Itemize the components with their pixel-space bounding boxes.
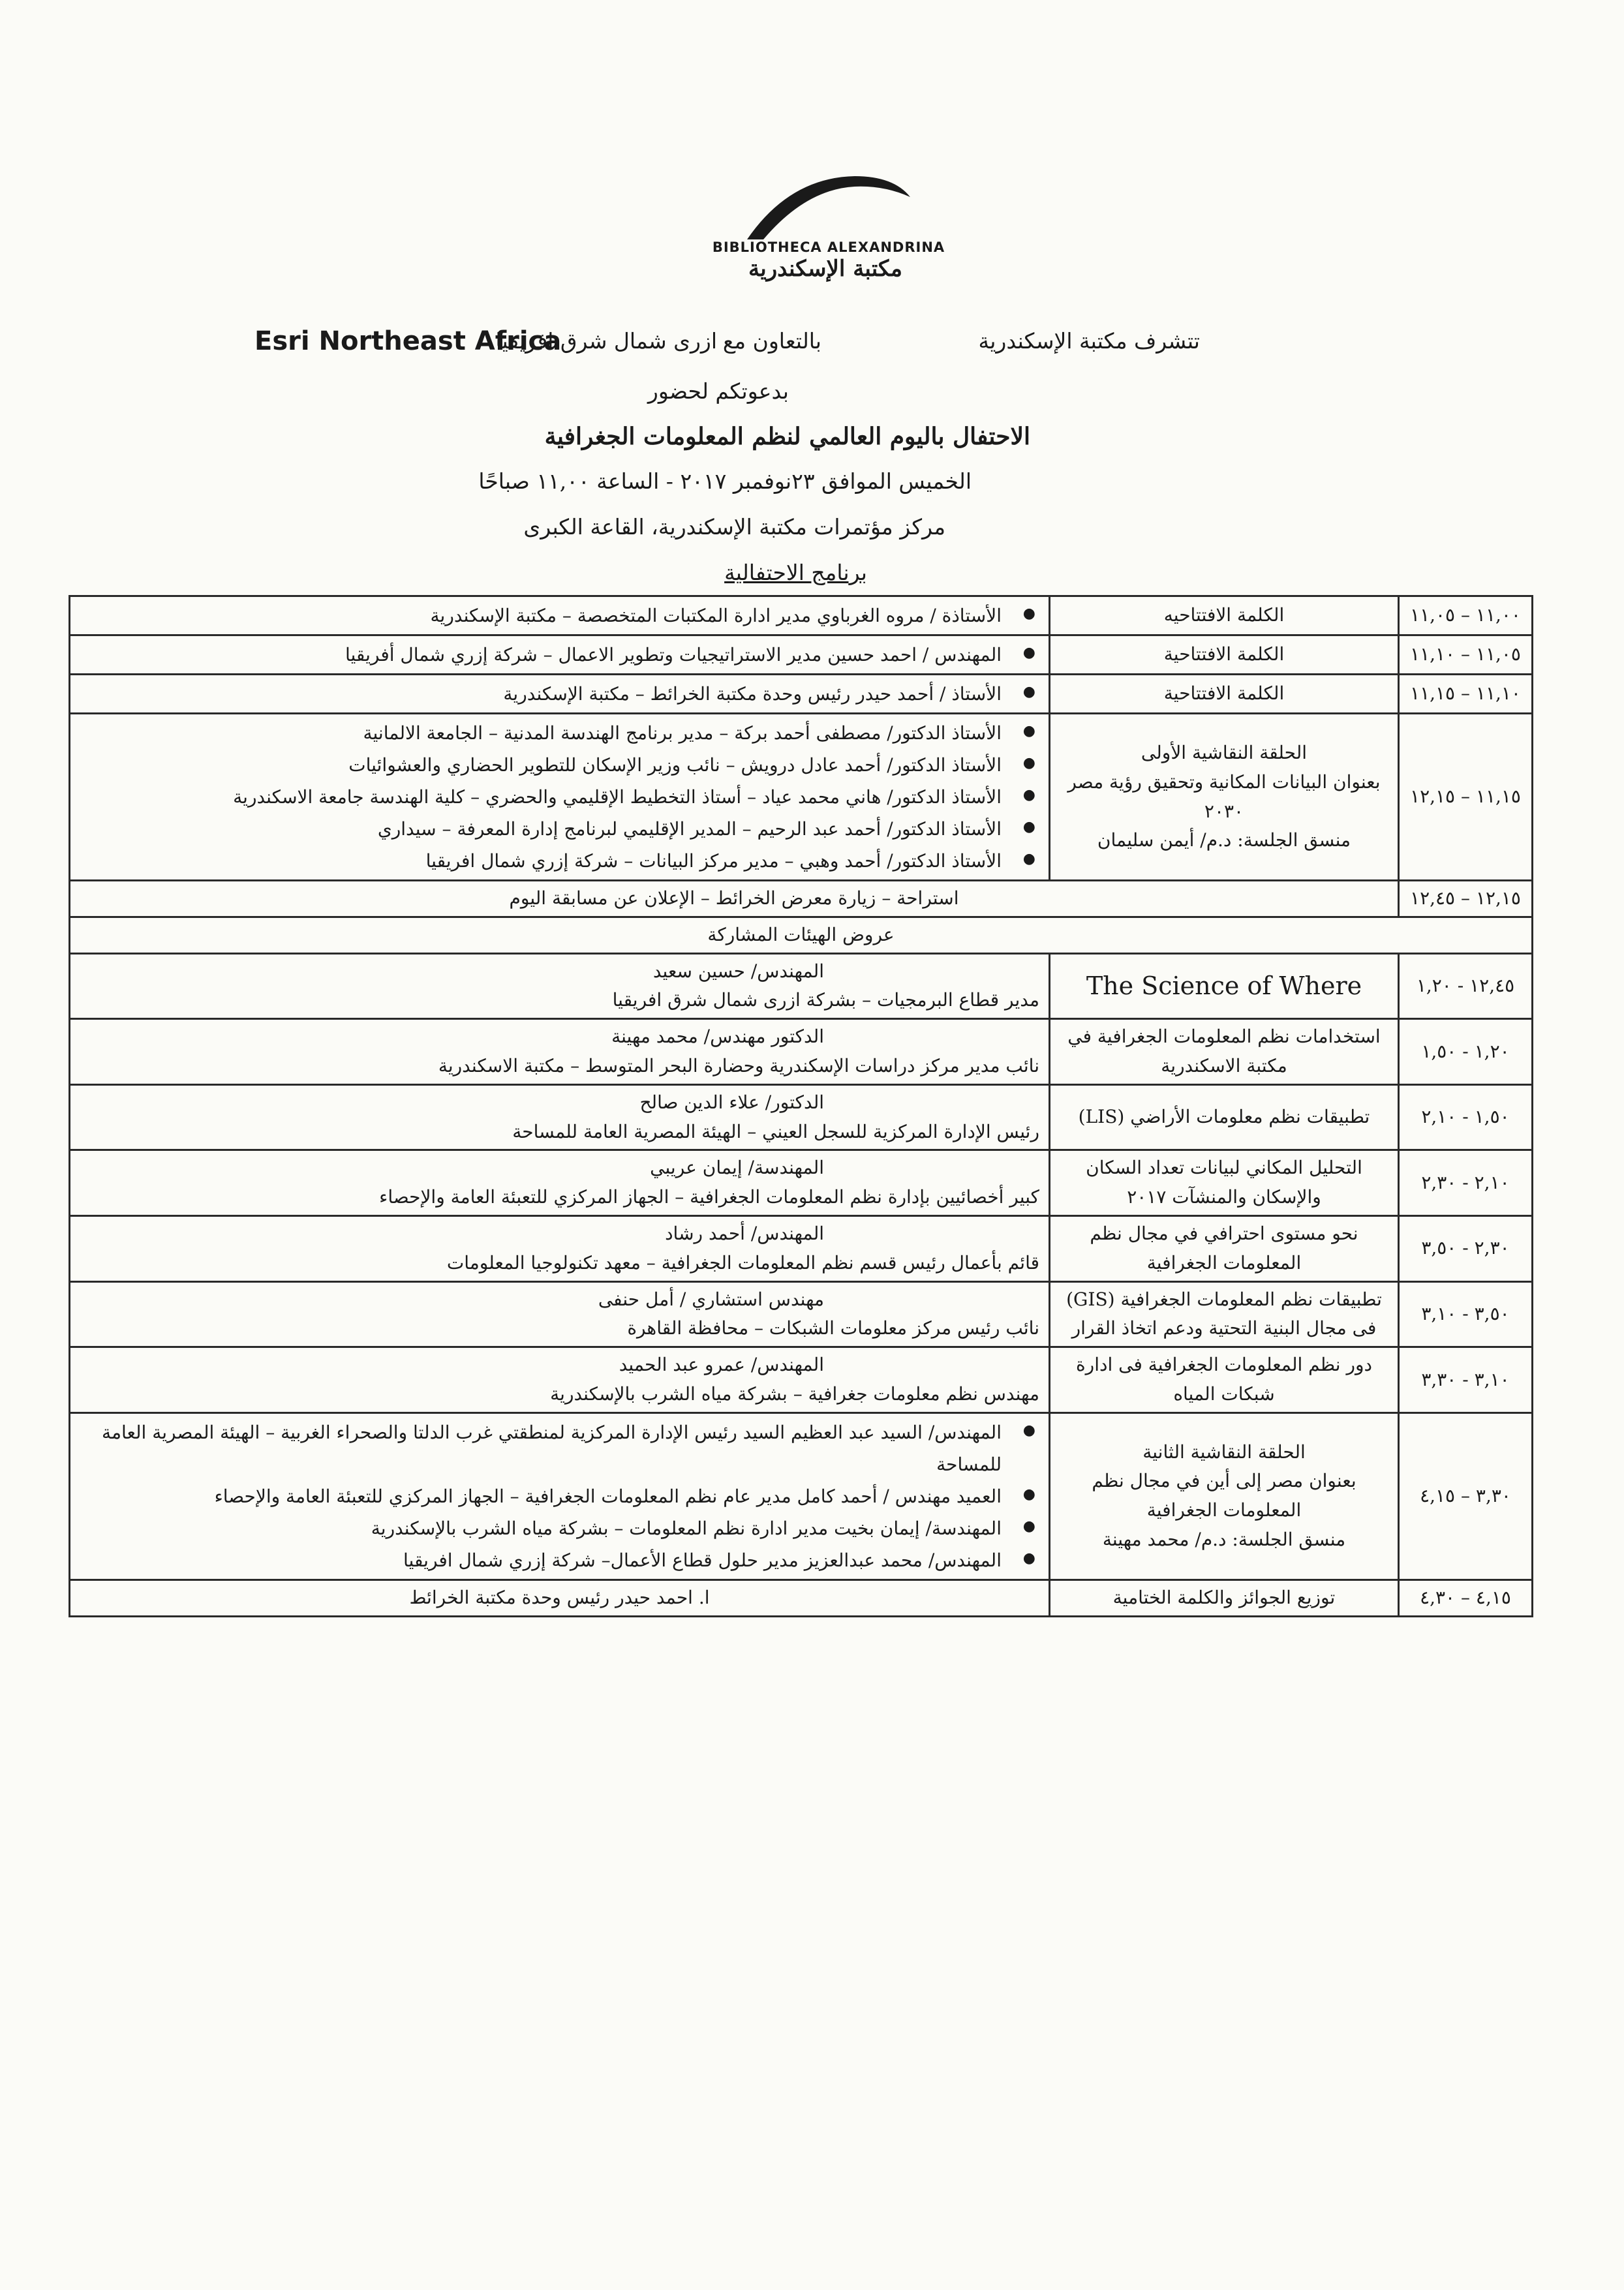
- program-row: [70, 917, 1533, 953]
- arc-logo-icon: [744, 171, 913, 243]
- invitation-with: بالتعاون مع: [722, 328, 821, 354]
- invitation-title: الاحتفال باليوم العالمي لنظم المعلومات الجغرافية: [544, 423, 1030, 450]
- time-slot: ١,٥٠ - ٢,١٠: [1399, 1084, 1533, 1150]
- speaker-name: المهندسة/ إيمان عريبي: [650, 1157, 824, 1179]
- program-row: [70, 675, 1533, 714]
- session-line: نحو مستوى احترافي في مجال نظم: [1090, 1222, 1358, 1244]
- program-table: [69, 595, 1533, 1617]
- invitation-partner-en: Esri Northeast Africa: [254, 326, 562, 356]
- time-slot: ١٢,٤٥ - ١,٢٠: [1399, 953, 1533, 1019]
- speaker-role: قائم بأعمال رئيس قسم نظم المعلومات الجغرافية – معهد تكنولوجيا المعلومات: [446, 1251, 1039, 1274]
- speaker-role: مدير قطاع البرمجيات – بشركة ازرى شمال شرق افريقيا: [612, 989, 1039, 1011]
- program-row: [70, 1215, 1533, 1281]
- program-row: [70, 635, 1533, 675]
- time-slot: ٤,١٥ – ٤,٣٠: [1399, 1580, 1533, 1616]
- session-speakers: [70, 1347, 1050, 1413]
- speaker-item: ● المهندسة/ إيمان بخيت مدير ادارة نظم المعلومات – بشركة مياه الشرب بالإسكندرية: [80, 1512, 1002, 1544]
- session-title: [1050, 1412, 1399, 1580]
- speaker-item: ● الأستاذ الدكتور/ مصطفى أحمد بركة – مدير برنامج الهندسة المدنية – الجامعة الالمانية: [80, 717, 1002, 749]
- bibliotheca-logo: [646, 171, 1011, 288]
- speaker-role: مهندس نظم معلومات جغرافية – بشركة مياه الشرب بالإسكندرية: [550, 1382, 1039, 1405]
- session-speakers: [70, 953, 1050, 1019]
- session-title-en: The Science of Where: [1086, 971, 1362, 1000]
- program-row: [70, 1150, 1533, 1216]
- time-slot: ١٢,١٥ – ١٢,٤٥: [1399, 881, 1533, 917]
- speaker-list: [80, 678, 1039, 710]
- session-line: المعلومات الجغرافية: [1146, 1251, 1302, 1274]
- session-line: شبكات المياه: [1173, 1382, 1275, 1405]
- program-row: [70, 1084, 1533, 1150]
- time-slot: ١١,٠٥ – ١١,١٠: [1399, 635, 1533, 675]
- time-slot: ٣,٣٠ – ٤,١٥: [1399, 1412, 1533, 1580]
- program-row: [70, 881, 1533, 917]
- invitation-invite: بدعوتكم لحضور: [647, 378, 789, 404]
- program-row: [70, 1281, 1533, 1347]
- session-line: الكلمة الافتتاحية: [1163, 643, 1285, 665]
- speaker-name: المهندس/ عمرو عبد الحميد: [619, 1354, 824, 1376]
- session-title: [1050, 1084, 1399, 1150]
- session-title: [1050, 1347, 1399, 1413]
- session-title: [1050, 1580, 1399, 1616]
- break-note: استراحة – زيارة معرض الخرائط – الإعلان عن مسابقة اليوم: [70, 881, 1399, 917]
- session-speakers: [70, 1412, 1050, 1580]
- speaker-item: ● الأستاذة / مروه الغرباوي مدير ادارة المكتبات المتخصصة – مكتبة الإسكندرية: [80, 600, 1002, 632]
- session-line: الحلقة النقاشية الثانية: [1142, 1441, 1306, 1463]
- session-line: الكلمة الافتتاحية: [1163, 682, 1285, 705]
- session-line: الحلقة النقاشية الأولى: [1141, 741, 1308, 763]
- program-row: [70, 596, 1533, 635]
- speaker-item: ● الأستاذ الدكتور/ أحمد عادل درويش – نائب وزير الإسكان للتطوير الحضاري والعشوائيات: [80, 749, 1002, 781]
- session-line: بعنوان مصر إلى أين في مجال نظم: [1092, 1470, 1356, 1492]
- session-line: بعنوان البيانات المكانية وتحقيق رؤية مصر: [1067, 771, 1381, 793]
- speaker-item: ● المهندس/ محمد عبدالعزيز مدير حلول قطاع الأعمال– شركة إزري شمال افريقيا: [80, 1544, 1002, 1576]
- session-line: منسق الجلسة: د.م/ محمد مهينة: [1102, 1529, 1346, 1551]
- session-speakers: [70, 1281, 1050, 1347]
- session-line: المعلومات الجغرافية: [1146, 1499, 1302, 1521]
- session-title: [1050, 714, 1399, 881]
- session-title: [1050, 953, 1399, 1019]
- session-line: ٢٠٣٠: [1204, 800, 1244, 822]
- session-speakers: [70, 1019, 1050, 1085]
- session-title: [1050, 1215, 1399, 1281]
- time-slot: ٢,١٠ - ٢,٣٠: [1399, 1150, 1533, 1216]
- section-header: عروض الهيئات المشاركة: [70, 917, 1533, 953]
- speaker-item: ● العميد مهندس / أحمد كامل مدير عام نظم المعلومات الجغرافية – الجهاز المركزي للتعبئة العامة والإحصاء: [80, 1480, 1002, 1512]
- logo-name-ar: مكتبة الإسكندرية: [748, 256, 902, 282]
- session-line: مكتبة الاسكندرية: [1161, 1054, 1287, 1076]
- session-title: [1050, 1281, 1399, 1347]
- session-title: [1050, 1150, 1399, 1216]
- program-row: [70, 714, 1533, 881]
- program-row: [70, 1347, 1533, 1413]
- session-speakers: [70, 635, 1050, 675]
- session-speakers: [70, 1215, 1050, 1281]
- session-line: دور نظم المعلومات الجغرافية فى ادارة: [1076, 1354, 1372, 1376]
- program-title: برنامج الاحتفالية: [724, 560, 867, 585]
- speaker-role: رئيس الإدارة المركزية للسجل العيني – الهيئة المصرية العامة للمساحة: [512, 1120, 1039, 1142]
- speaker-item: ● المهندس/ السيد عبد العظيم السيد رئيس الإدارة المركزية لمنطقتي غرب الدلتا والصحراء الغربية – الهيئة المصرية العامة للمساحة: [80, 1416, 1002, 1480]
- speaker-name: الدكتور/ علاء الدين صالح: [639, 1091, 824, 1113]
- session-speakers: [70, 675, 1050, 714]
- session-speakers: [70, 1150, 1050, 1216]
- session-line: تطبيقات نظم معلومات الأراضي (LIS): [1078, 1106, 1370, 1128]
- session-line: توزيع الجوائز والكلمة الختامية: [1112, 1586, 1336, 1608]
- session-line: الكلمة الافتتاحيه: [1163, 604, 1285, 626]
- speaker-list: [80, 717, 1039, 877]
- speaker-item: ● الأستاذ الدكتور/ أحمد وهبي – مدير مركز البيانات – شركة إزري شمال افريقيا: [80, 845, 1002, 877]
- speaker-item: ● المهندس / احمد حسين مدير الاستراتيجيات وتطوير الاعمال – شركة إزري شمال أفريقيا: [80, 639, 1002, 671]
- invitation-venue: مركز مؤتمرات مكتبة الإسكندرية، القاعة الكبرى: [523, 514, 945, 540]
- invitation-date-time: الخميس الموافق ٢٣نوفمبر ٢٠١٧ - الساعة ١١,٠٠ صباحًا: [478, 468, 972, 494]
- session-speakers: [70, 714, 1050, 881]
- speaker-item: ● الأستاذ الدكتور/ هاني محمد عياد – أستاذ التخطيط الإقليمي والحضري – كلية الهندسة جامعة الاسكندرية: [80, 781, 1002, 813]
- session-title: [1050, 635, 1399, 675]
- invitation-partner-ar: ازرى شمال شرق افريقيا: [495, 328, 717, 354]
- program-row: [70, 953, 1533, 1019]
- time-slot: ٣,٥٠ - ٣,١٠: [1399, 1281, 1533, 1347]
- program-row: [70, 1580, 1533, 1616]
- speaker-item: ● الأستاذ الدكتور/ أحمد عبد الرحيم – المدير الإقليمي لبرنامج إدارة المعرفة – سيداري: [80, 813, 1002, 845]
- session-line: والإسكان والمنشآت ٢٠١٧: [1127, 1186, 1321, 1208]
- speaker-role: كبير أخصائيين بإدارة نظم المعلومات الجغرافية – الجهاز المركزي للتعبئة العامة والإحصاء: [379, 1186, 1039, 1208]
- session-speakers: [70, 596, 1050, 635]
- speaker-item: ● الأستاذ / أحمد حيدر رئيس وحدة مكتبة الخرائط – مكتبة الإسكندرية: [80, 678, 1002, 710]
- speaker-role: نائب مدير مركز دراسات الإسكندرية وحضارة البحر المتوسط – مكتبة الاسكندرية: [438, 1054, 1039, 1076]
- session-line: تطبيقات نظم المعلومات الجغرافية (GIS): [1066, 1288, 1382, 1310]
- time-slot: ١١,٠٠ – ١١,٠٥: [1399, 596, 1533, 635]
- session-line: التحليل المكاني لبيانات تعداد السكان: [1086, 1157, 1362, 1179]
- speaker-name: المهندس/ حسين سعيد: [652, 960, 824, 982]
- speaker-list: [80, 600, 1039, 632]
- speaker-name: مهندس استشاري / أمل حنفى: [598, 1288, 824, 1310]
- time-slot: ٢,٣٠ - ٣,٥٠: [1399, 1215, 1533, 1281]
- program-row: [70, 1412, 1533, 1580]
- speaker-role: نائب رئيس مركز معلومات الشبكات – محافظة القاهرة: [627, 1317, 1039, 1339]
- speaker-name: الدكتور مهندس/ محمد مهينة: [611, 1026, 824, 1048]
- program-row: [70, 1019, 1533, 1085]
- session-title: [1050, 1019, 1399, 1085]
- speaker-list: [80, 1416, 1039, 1576]
- speaker-name: المهندس/ أحمد رشاد: [665, 1222, 824, 1244]
- logo-name-en: BIBLIOTHECA ALEXANDRINA: [712, 239, 945, 255]
- session-title: [1050, 675, 1399, 714]
- session-line: استخدامات نظم المعلومات الجغرافية في: [1067, 1026, 1381, 1048]
- session-speakers: ا. احمد حيدر رئيس وحدة مكتبة الخرائط: [70, 1580, 1050, 1616]
- time-slot: ٣,١٠ - ٣,٣٠: [1399, 1347, 1533, 1413]
- speaker-list: [80, 639, 1039, 671]
- session-title: [1050, 596, 1399, 635]
- time-slot: ١,٢٠ - ١,٥٠: [1399, 1019, 1533, 1085]
- session-line: فى مجال البنية التحتية ودعم اتخاذ القرار: [1071, 1317, 1377, 1339]
- time-slot: ١١,١٥ – ١٢,١٥: [1399, 714, 1533, 881]
- time-slot: ١١,١٠ – ١١,١٥: [1399, 675, 1533, 714]
- session-line: منسق الجلسة: د.م/ أيمن سليمان: [1097, 829, 1351, 851]
- invitation-host: تتشرف مكتبة الإسكندرية: [978, 328, 1200, 354]
- session-speakers: [70, 1084, 1050, 1150]
